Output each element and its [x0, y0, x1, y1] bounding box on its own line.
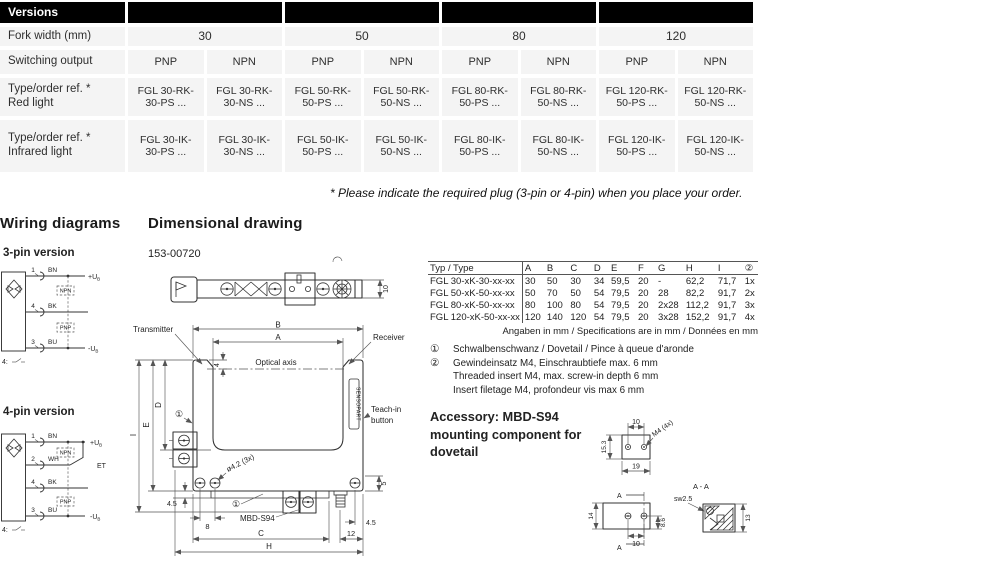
- order-ref-ir: FGL 50-IK-50-NS ...: [364, 120, 440, 172]
- dim-ten: 10: [383, 285, 390, 293]
- optical-sensor-icon: [6, 280, 22, 298]
- order-ref-red: FGL 50-RK-50-PS ...: [285, 78, 361, 116]
- output-cell: NPN: [364, 50, 440, 74]
- section-a-label: A: [617, 545, 622, 552]
- spec-header-cell: C: [570, 262, 578, 274]
- truss-pattern: [235, 282, 267, 296]
- accessory-line1: Accessory: MBD-S94: [430, 409, 559, 424]
- mbd-s94-drawing: [560, 398, 790, 562]
- switch-symbol-icon: [12, 359, 25, 363]
- acc-dim-153: 15.3: [601, 440, 608, 454]
- screw-icon: [317, 283, 329, 295]
- output-cell: PNP: [599, 50, 675, 74]
- accessory-line2: mounting component for: [430, 426, 582, 442]
- order-ref-red: FGL 120-RK-50-PS ...: [599, 78, 675, 116]
- dim-b: B: [275, 320, 281, 330]
- wire-color-label: BU: [48, 507, 58, 514]
- optical-axis-label: Optical axis: [255, 358, 297, 367]
- block-top-view: [622, 435, 650, 459]
- pin-number: 3: [31, 339, 35, 346]
- versions-header-band: [599, 2, 753, 23]
- wiring-diagrams-heading: Wiring diagrams: [0, 215, 121, 232]
- wiring-4pin-diagram: [0, 417, 125, 539]
- receiver-label: Receiver: [373, 333, 405, 342]
- pin-number: 3: [31, 507, 35, 514]
- spec-header-cell: ②: [744, 262, 754, 274]
- plug-footnote: * Please indicate the required plug (3-pin or 4-pin) when you place your order.: [330, 186, 743, 200]
- supply-plus-label: $+U_B$: [90, 440, 103, 448]
- dim-e: E: [142, 422, 151, 428]
- et-switch: [70, 458, 83, 466]
- output-cell: NPN: [678, 50, 754, 74]
- center-block: [285, 273, 315, 305]
- spec-header-row: [428, 262, 758, 275]
- spec-header-cell: G: [658, 262, 666, 274]
- wire-color-label: BN: [48, 433, 58, 440]
- screw-icon: [221, 283, 233, 295]
- output-cell: PNP: [285, 50, 361, 74]
- fork-width-value: 120: [599, 27, 753, 46]
- hole-dim-label: ø4.2 (3x): [224, 452, 256, 474]
- output-cell: NPN: [521, 50, 597, 74]
- pin-number: 4: [31, 479, 35, 486]
- transmitter-label: Transmitter: [133, 325, 174, 334]
- dim-d: D: [154, 402, 163, 408]
- switch-symbol-icon: [12, 527, 25, 531]
- section-profile: [703, 504, 735, 532]
- switching-output-label: Switching output: [0, 50, 125, 74]
- sensor-top-view: [163, 253, 420, 319]
- npn-label: NPN: [59, 288, 72, 295]
- dim-h: H: [266, 542, 272, 551]
- spec-row: FGL 30-xK-30-xx-xx 30 50 30 34 59,5 20 - 62,2 71,7 1x: [430, 275, 755, 287]
- three-pin-version-label: 3-pin version: [3, 247, 75, 259]
- sensor-body: [2, 434, 26, 521]
- et-label: ET: [97, 463, 106, 470]
- dim-i: I: [129, 433, 138, 437]
- spec-row: FGL 80-xK-50-xx-xx 80 100 80 54 79,5 20 2x28 112,2 91,7 3x: [430, 299, 755, 311]
- wire-color-label: BK: [48, 303, 57, 310]
- fork-body-outline: [193, 360, 363, 491]
- drawing-number: 153-00720: [148, 248, 201, 260]
- wire-color-label: BU: [48, 339, 58, 346]
- order-ref-ir: FGL 30-IK-30-PS ...: [128, 120, 204, 172]
- dimensional-drawing-heading: Dimensional drawing: [148, 215, 303, 232]
- spec-header-cell: E: [611, 262, 618, 274]
- note-text: Threaded insert M4, max. screw-in depth 6 mm: [453, 371, 659, 382]
- note-text: Insert filetage M4, profondeur vis max 6 mm: [453, 384, 645, 396]
- acc-dim-14: 14: [588, 512, 595, 520]
- spec-header-cell: Typ / Type: [428, 262, 522, 275]
- ref2-mark: [333, 257, 342, 262]
- dim-c: C: [258, 529, 264, 538]
- order-ref-red: FGL 80-RK-50-NS ...: [521, 78, 597, 116]
- acc-dim-86: 8.6: [660, 517, 667, 528]
- teach-in-label-line1: Teach-in: [371, 405, 402, 414]
- versions-header-band: [285, 2, 439, 23]
- cable-connector: [171, 277, 197, 302]
- accessory-line3: dovetail: [430, 444, 479, 459]
- pin4-note: 4:: [2, 359, 8, 366]
- order-ref-ir: FGL 120-IK-50-PS ...: [599, 120, 675, 172]
- ref1-callout: ①: [174, 409, 184, 419]
- acc-dim-13: 13: [745, 514, 752, 522]
- brand-plate: [349, 379, 361, 429]
- acc-dim-19: 19: [632, 463, 640, 471]
- fork-width-value: 30: [128, 27, 282, 46]
- order-ref-red: FGL 30-RK-30-NS ...: [207, 78, 283, 116]
- order-ref-red: FGL 50-RK-50-NS ...: [364, 78, 440, 116]
- order-ref-ir: FGL 50-IK-50-PS ...: [285, 120, 361, 172]
- spec-row: FGL 50-xK-50-xx-xx 50 70 50 54 79,5 20 28 82,2 91,7 2x: [430, 287, 755, 299]
- npn-label: NPN: [59, 450, 72, 457]
- pnp-label: PNP: [59, 325, 72, 332]
- section-a-label: A: [617, 493, 622, 500]
- versions-table: [0, 2, 753, 172]
- dim-a: A: [275, 333, 281, 342]
- supply-minus-label: $-U_B$: [90, 514, 101, 522]
- note-text: Gewindeinsatz M4, Einschraubtiefe max. 6 mm: [453, 357, 658, 369]
- screw-icon: [269, 283, 281, 295]
- ref1-symbol: ①: [430, 343, 440, 355]
- section-title: A - A: [693, 482, 709, 491]
- brand-label: SENSOPART: [354, 387, 361, 421]
- spec-header-cell: H: [685, 262, 693, 274]
- spec-header-cell: F: [637, 262, 644, 274]
- pin4-note: 4:: [2, 527, 8, 534]
- spec-table: [428, 261, 758, 323]
- supply-minus-label: $-U_B$: [88, 346, 99, 354]
- optical-sensor-icon: [6, 439, 22, 457]
- ref2-symbol: ②: [430, 356, 440, 369]
- pnp-label: PNP: [59, 499, 72, 506]
- dim-eight: 8: [205, 522, 210, 531]
- output-cell: NPN: [207, 50, 283, 74]
- acc-dim-ten-bot: 10: [632, 541, 640, 548]
- order-ref-red: FGL 80-RK-50-PS ...: [442, 78, 518, 116]
- note-text: Schwalbenschwanz / Dovetail / Pince à queue d'aronde: [453, 344, 694, 355]
- wire-color-label: WH: [48, 456, 59, 463]
- acc-dim-ten-top: 10: [632, 419, 640, 426]
- wiring-3pin-diagram: [0, 259, 125, 371]
- sw25-label: sw2.5: [674, 496, 693, 503]
- reference-notes: [430, 343, 694, 397]
- spec-table-block: [428, 261, 758, 337]
- spec-header-cell: A: [524, 262, 532, 274]
- order-ref-ir: FGL 30-IK-30-NS ...: [207, 120, 283, 172]
- spec-header-cell: I: [717, 262, 721, 274]
- red-light-row-label: Type/order ref. * Red light: [0, 78, 125, 116]
- fork-width-label: Fork width (mm): [0, 27, 125, 46]
- order-ref-red: FGL 120-RK-50-NS ...: [678, 78, 754, 116]
- accessory-callout: [430, 408, 581, 461]
- versions-header-band: [442, 2, 596, 23]
- dim-left-45: 4.5: [167, 501, 177, 508]
- fork-width-value: 50: [285, 27, 439, 46]
- spec-row: FGL 120-xK-50-xx-xx 120 140 120 54 79,5 20 3x28 152,2 91,7 4x: [430, 311, 755, 323]
- order-ref-red: FGL 30-RK-30-PS ...: [128, 78, 204, 116]
- output-cell: PNP: [128, 50, 204, 74]
- units-note: Angaben in mm / Specifications are in mm / Données en mm: [502, 326, 758, 337]
- pin-number: 2: [31, 456, 35, 463]
- mounting-screws: [195, 478, 360, 488]
- dovetail-rail: [211, 491, 329, 498]
- versions-header-band: [128, 2, 282, 23]
- supply-plus-label: $+U_B$: [88, 274, 101, 282]
- versions-header: Versions: [0, 2, 125, 23]
- ref1-callout: ①: [231, 499, 241, 509]
- spec-header-cell: B: [546, 262, 554, 274]
- dim-five: 5: [381, 481, 388, 486]
- plug-connector: [334, 491, 347, 507]
- spec-header-cell: D: [593, 262, 601, 274]
- order-ref-ir: FGL 80-IK-50-NS ...: [521, 120, 597, 172]
- infrared-row-label: Type/order ref. * Infrared light: [0, 120, 125, 172]
- knurled-plug-icon: [333, 280, 351, 298]
- dim-twelve: 12: [346, 529, 356, 538]
- sensor-front-view: [123, 322, 423, 562]
- pin-number: 1: [31, 267, 35, 274]
- teach-in-label-line2: button: [371, 416, 394, 425]
- four-pin-version-label: 4-pin version: [3, 406, 75, 418]
- output-cell: PNP: [442, 50, 518, 74]
- sensor-body: [2, 272, 26, 351]
- acc-m4-label: M4 (4x): [651, 419, 675, 439]
- wire-color-label: BK: [48, 479, 57, 486]
- order-ref-ir: FGL 80-IK-50-PS ...: [442, 120, 518, 172]
- dim-four: 4: [214, 363, 221, 367]
- pin-number: 4: [31, 303, 35, 310]
- pin-number: 1: [31, 433, 35, 440]
- wire-color-label: BN: [48, 267, 58, 274]
- mbd-s94-label: MBD-S94: [240, 514, 275, 523]
- dim-right-45: 4.5: [366, 520, 376, 527]
- end-cap: [355, 280, 362, 298]
- fork-width-value: 80: [442, 27, 596, 46]
- order-ref-ir: FGL 120-IK-50-NS ...: [678, 120, 754, 172]
